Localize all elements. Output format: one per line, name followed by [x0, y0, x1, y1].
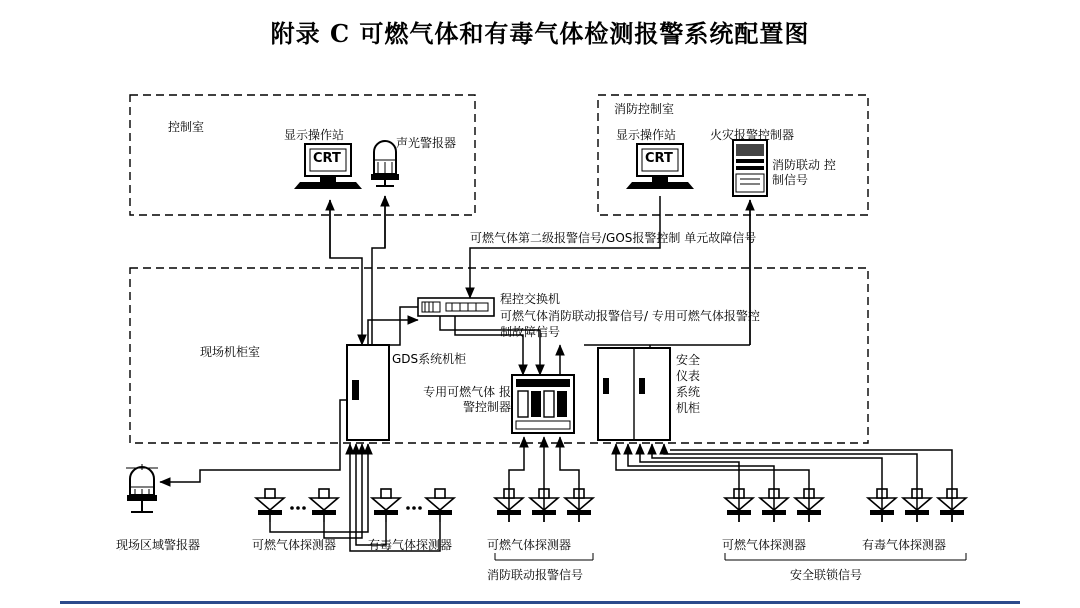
detector-group-5-label: 有毒气体探测器 [862, 538, 947, 552]
gds-cabinet-device [347, 345, 389, 440]
node-label-safety-instrument-cabinet: 安全 仪表 系统 机柜 [676, 353, 701, 415]
dedicated-gas-alarm-controller-device [512, 375, 574, 433]
detector-group-2-label: 有毒气体探测器 [368, 538, 453, 552]
fire-alarm-controller-device [733, 140, 767, 196]
pbx-device [418, 298, 494, 316]
node-label-crt-1: 显示操作站 [284, 128, 345, 142]
node-label-fire-alarm-controller: 火灾报警控制器 [710, 128, 795, 142]
detector-group-1 [256, 489, 338, 522]
zone-label-control-room: 控制室 [168, 120, 205, 134]
node-label-dedicated-gas-alarm-controller: 专用可燃气体 报警控制器 [423, 385, 511, 414]
detector-group-3-label: 可燃气体探测器 [487, 538, 572, 552]
audible-visual-alarm-device [371, 141, 399, 186]
detector-group-4-label: 可燃气体探测器 [722, 538, 807, 552]
node-label-gds-cabinet: GDS系统机柜 [392, 352, 467, 366]
page-title: 附录 C 可燃气体和有毒气体检测报警系统配置图 [270, 19, 810, 48]
node-label-field-area-alarm: 现场区域警报器 [116, 538, 201, 552]
crt-1-screen-text: CRT [313, 151, 341, 166]
signal-label-pbx: 可燃气体消防联动报警信号/ 专用可燃气体报警控制故障信号 [500, 309, 760, 339]
zone-label-field-cabinet-room: 现场机柜室 [200, 345, 261, 359]
crt-2-screen-text: CRT [645, 151, 673, 166]
node-label-audible-visual-alarm: 声光警报器 [396, 136, 457, 150]
control-room-box [130, 95, 475, 215]
zone-label-fire-control-room: 消防控制室 [614, 102, 675, 116]
field-area-alarm-device [126, 464, 158, 512]
signal-label-level2: 可燃气体第二级报警信号/GOS报警控制 单元故障信号 [470, 231, 757, 245]
bottom-label-safety-interlock-signal: 安全联锁信号 [790, 568, 863, 582]
bottom-label-fire-linkage-alarm-signal: 消防联动报警信号 [487, 568, 584, 582]
detector-group-2 [372, 489, 454, 522]
node-label-pbx: 程控交换机 [500, 292, 561, 306]
node-label-fire-linkage-control-signal: 消防联动 控制信号 [772, 158, 836, 187]
node-label-crt-2: 显示操作站 [616, 128, 677, 142]
safety-instrument-cabinet-device [598, 348, 670, 440]
footer-rule [60, 601, 1020, 604]
detector-group-1-label: 可燃气体探测器 [252, 538, 337, 552]
